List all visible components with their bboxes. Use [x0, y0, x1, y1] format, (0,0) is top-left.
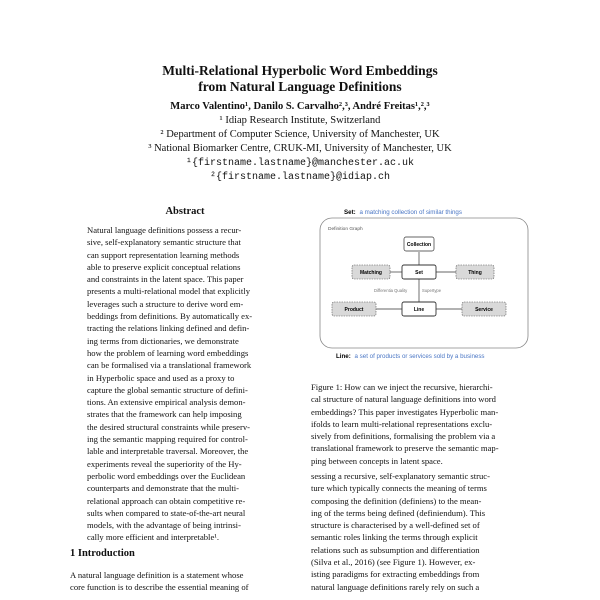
paper-title-line-1: Multi-Relational Hyperbolic Word Embeddings — [162, 63, 438, 78]
svg-text:Collection: Collection — [406, 242, 432, 248]
abstract-line: can support representation learning methods — [87, 249, 240, 260]
abstract-line: leverages such a structure to derive word em- — [87, 298, 244, 309]
body-line: ing of the terms being defined (definiendum). This — [311, 507, 486, 518]
abstract-line: lable and interpretable traversal. Moreover, the — [87, 446, 249, 457]
abstract-line: and constraints in the latent space. This paper — [87, 274, 244, 285]
abstract-line: the desired structural constraints while preserv- — [87, 421, 250, 432]
body-line: structure is characterised by a well-defined set of — [311, 520, 480, 531]
caption-line: cal structure of natural language definitions into word — [311, 394, 496, 405]
caption-line: translational framework to preserve the semantic map- — [311, 443, 499, 454]
abstract-line: can be formalised via a translational framework — [87, 360, 252, 371]
node-product — [332, 302, 376, 316]
abstract-line: ing the semantic mapping required for control- — [87, 434, 248, 445]
body-line: ture which typically connects the meaning of terms — [311, 483, 487, 494]
caption-line: ifolds to learn multi-relational representations exclu- — [311, 418, 493, 429]
author-list: Marco Valentino¹, Danilo S. Carvalho²,³, André Freitas¹,²,³ — [170, 101, 430, 112]
edge-label-supertype: Supertype — [422, 288, 442, 293]
abstract-line: beddings from definitions. By automatically ex- — [87, 311, 253, 322]
abstract-body — [87, 224, 283, 544]
abstract-line: sive, self-explanatory semantic structure that — [87, 237, 241, 248]
abstract-heading: Abstract — [165, 206, 205, 217]
abstract-line: strates that the framework can help imposing — [87, 409, 242, 420]
body-line: composing the definition (definiens) to the mean- — [311, 495, 482, 506]
node-collection — [404, 237, 434, 251]
right-column-body — [311, 470, 531, 593]
svg-text:Matching: Matching — [360, 270, 382, 276]
node-service — [462, 302, 506, 316]
graph-edges — [376, 252, 462, 309]
node-thing — [456, 265, 494, 279]
node-matching — [352, 265, 390, 279]
abstract-line: counterparts and demonstrate that the multi- — [87, 483, 240, 494]
introduction-line: core function is to describe the essential meaning of — [70, 582, 249, 593]
caption-line: ping between concepts in latent space. — [311, 455, 443, 466]
abstract-line: capture the global semantic structure of defini- — [87, 384, 248, 395]
introduction-body — [70, 569, 300, 594]
definition-graph-label: Definition Graph — [328, 227, 363, 232]
figure-1-caption — [311, 381, 531, 467]
email-2: ²{firstname.lastname}@idiap.ch — [209, 172, 391, 183]
svg-text:Thing: Thing — [468, 270, 482, 276]
abstract-line: presents a multi-relational model that explicitly — [87, 286, 250, 297]
svg-text:Line: Line — [413, 307, 425, 313]
body-line: sessing a recursive, self-explanatory semantic struc- — [311, 471, 490, 481]
svg-text:Set: Set — [415, 270, 423, 276]
paper-title-line-2: from Natural Language Definitions — [198, 79, 402, 94]
svg-text:Product: Product — [344, 307, 364, 313]
node-set — [402, 265, 436, 279]
abstract-line: experiments reveal the superiority of the Hy- — [87, 458, 242, 469]
affiliation-3: ³ National Biomarker Centre, CRUK-MI, University of Manchester, UK — [148, 143, 452, 154]
svg-text:Service: Service — [475, 307, 493, 313]
body-line: isting paradigms for extracting embeddings from — [311, 569, 480, 580]
abstract-line: sults when compared to state-of-the-art neural — [87, 507, 246, 518]
figure-1-definition-graph — [318, 205, 530, 365]
abstract-line: cally more efficient and interpretable¹. — [87, 532, 219, 543]
abstract-line: perbolic word embeddings over the Euclidean — [87, 470, 246, 481]
abstract-line: models, with the advantage of being intrinsi- — [87, 520, 241, 531]
abstract-line: tracting the relations linking defined and defin- — [87, 323, 250, 334]
section-heading-introduction: 1 Introduction — [70, 548, 135, 559]
node-line — [402, 302, 436, 316]
affiliation-2: ² Department of Computer Science, University of Manchester, UK — [160, 129, 440, 140]
abstract-line: in Hyperbolic space and used as a proxy to — [87, 372, 235, 383]
caption-line: embeddings? This paper investigates Hyperbolic man- — [311, 406, 499, 417]
body-line: semantic roles linking the terms through explicit — [311, 532, 478, 543]
abstract-line: able to preserve explicit conceptual relations — [87, 261, 241, 272]
caption-line: Figure 1: How can we inject the recursive, hierarchi- — [311, 382, 493, 392]
email-1: ¹{firstname.lastname}@manchester.ac.uk — [185, 158, 415, 169]
abstract-line: ing terms from dictionaries, we demonstrate — [87, 335, 239, 346]
body-line: natural language definitions rarely rely on such a — [311, 581, 480, 592]
affiliation-1: ¹ Idiap Research Institute, Switzerland — [219, 115, 381, 126]
abstract-line: tions. An extensive empirical analysis demon- — [87, 397, 246, 408]
abstract-line: how the problem of learning word embeddings — [87, 347, 249, 358]
abstract-line: relational approach can obtain competitive re- — [87, 495, 246, 506]
body-line: relations such as subsumption and differentiation — [311, 544, 480, 555]
introduction-line: A natural language definition is a statement whose — [70, 570, 244, 580]
body-line: (Silva et al., 2016) (see Figure 1). However, ex- — [311, 557, 476, 568]
edge-label-differentia: Differentia Quality — [374, 288, 408, 293]
figure-set-definition: Set: a matching collection of similar things — [344, 209, 462, 216]
caption-line: sively from definitions, formalising the problem via a — [311, 431, 496, 442]
abstract-line: Natural language definitions possess a recur- — [87, 225, 242, 235]
figure-line-definition: Line: a set of products or services sold by a business — [336, 353, 485, 360]
